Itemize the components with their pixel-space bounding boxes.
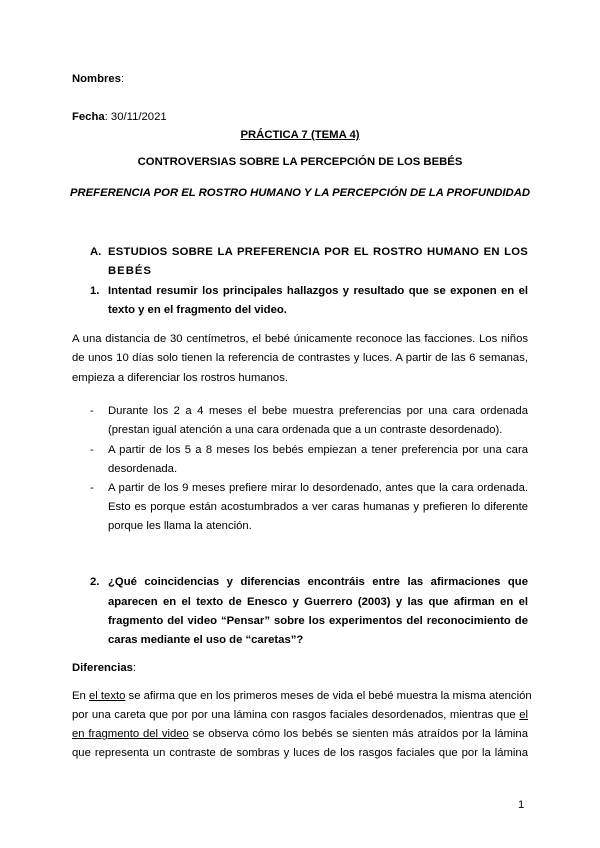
paragraph-line4: que representa un contraste de sombras y luces de los rasgos faciales que por la lámina xyxy=(72,747,528,759)
diferencias-label: Diferencias xyxy=(72,662,133,674)
diferencias-heading xyxy=(72,661,136,675)
question2-line1: ¿Qué coincidencias y diferencias encontráis entre las afirmaciones que xyxy=(108,576,528,588)
bullet-dash: - xyxy=(90,405,94,417)
paragraph-line2 xyxy=(72,708,528,722)
section-a-heading-line1: ESTUDIOS SOBRE LA PREFERENCIA POR EL ROSTRO HUMANO EN LOS xyxy=(108,246,528,258)
fragmento-video-link[interactable]: en fragmento del video xyxy=(72,728,189,740)
question2-line3: fragmento del video “Pensar” sobre los experimentos del reconocimiento de xyxy=(108,615,528,627)
fecha-value: : 30/11/2021 xyxy=(104,111,167,123)
bullet-dash: - xyxy=(90,444,94,456)
paragraph-line3 xyxy=(72,727,528,741)
controversias-title: CONTROVERSIAS SOBRE LA PERCEPCIÓN DE LOS BEBÉS xyxy=(137,156,463,168)
answer1-line1: A una distancia de 30 centímetros, el bebé únicamente reconoce las facciones. Los niños xyxy=(72,333,528,345)
bullet-line: Esto es porque están acostumbrados a ver caras humanas y prefieren lo diferente xyxy=(108,501,528,513)
el-texto-link[interactable]: el texto xyxy=(88,690,126,702)
bullet-line: (prestan igual atención a una cara ordenada que a un contraste desordenado). xyxy=(108,424,503,436)
section-a-marker: A. xyxy=(90,246,102,258)
paragraph-text: por una careta que por por una lámina con rasgos faciales desordenados, mientras que xyxy=(72,709,520,721)
question2-number: 2. xyxy=(90,576,100,588)
bullet-line: desordenada. xyxy=(108,463,178,475)
page-number: 1 xyxy=(518,799,525,811)
fecha-field xyxy=(72,110,167,124)
question1-number: 1. xyxy=(90,285,100,297)
el-link[interactable]: el xyxy=(519,709,528,721)
question2-line2: aparecen en el texto de Enesco y Guerrero (2003) y las que afirman en el xyxy=(108,596,528,608)
answer1-line3: empieza a diferenciar los rostros humanos. xyxy=(72,372,288,384)
section-a-heading-line2: BEBÉS xyxy=(108,265,152,277)
practica-title: PRÁCTICA 7 (TEMA 4) xyxy=(240,129,360,141)
diferencias-colon: : xyxy=(132,662,137,674)
paragraph-text: se afirma que en los primeros meses de vida el bebé muestra la misma atención xyxy=(125,690,532,702)
paragraph-line1 xyxy=(72,689,532,703)
fecha-label: Fecha xyxy=(72,111,105,123)
paragraph-text: se observa cómo los bebés se sienten más atraídos por la lámina xyxy=(188,728,528,740)
question1-line1: Intentad resumir los principales hallazgos y resultado que se exponen en el xyxy=(108,285,528,297)
bullet-line: Durante los 2 a 4 meses el bebe muestra preferencias por una cara ordenada xyxy=(108,405,528,417)
nombres-label: Nombres xyxy=(72,73,121,85)
bullet-line: A partir de los 9 meses prefiere mirar lo desordenado, antes que la cara ordenada. xyxy=(108,482,528,494)
answer1-line2: de unos 10 días solo tienen la referencia de contrastes y luces. A partir de las 6 semanas, xyxy=(72,352,528,364)
question1-line2: texto y en el fragmento del video. xyxy=(108,304,287,316)
bullet-dash: - xyxy=(90,482,94,494)
bullet-line: A partir de los 5 a 8 meses los bebés empiezan a tener preferencia por una cara xyxy=(108,444,528,456)
nombres-field xyxy=(72,72,124,86)
nombres-colon: : xyxy=(120,73,125,85)
question2-line4: caras mediante el uso de “caretas”? xyxy=(108,634,304,646)
paragraph-text: En xyxy=(72,690,89,702)
bullet-line: porque les llama la atención. xyxy=(108,520,252,532)
document-subtitle: PREFERENCIA POR EL ROSTRO HUMANO Y LA PERCEPCIÓN DE LA PROFUNDIDAD xyxy=(69,187,531,199)
